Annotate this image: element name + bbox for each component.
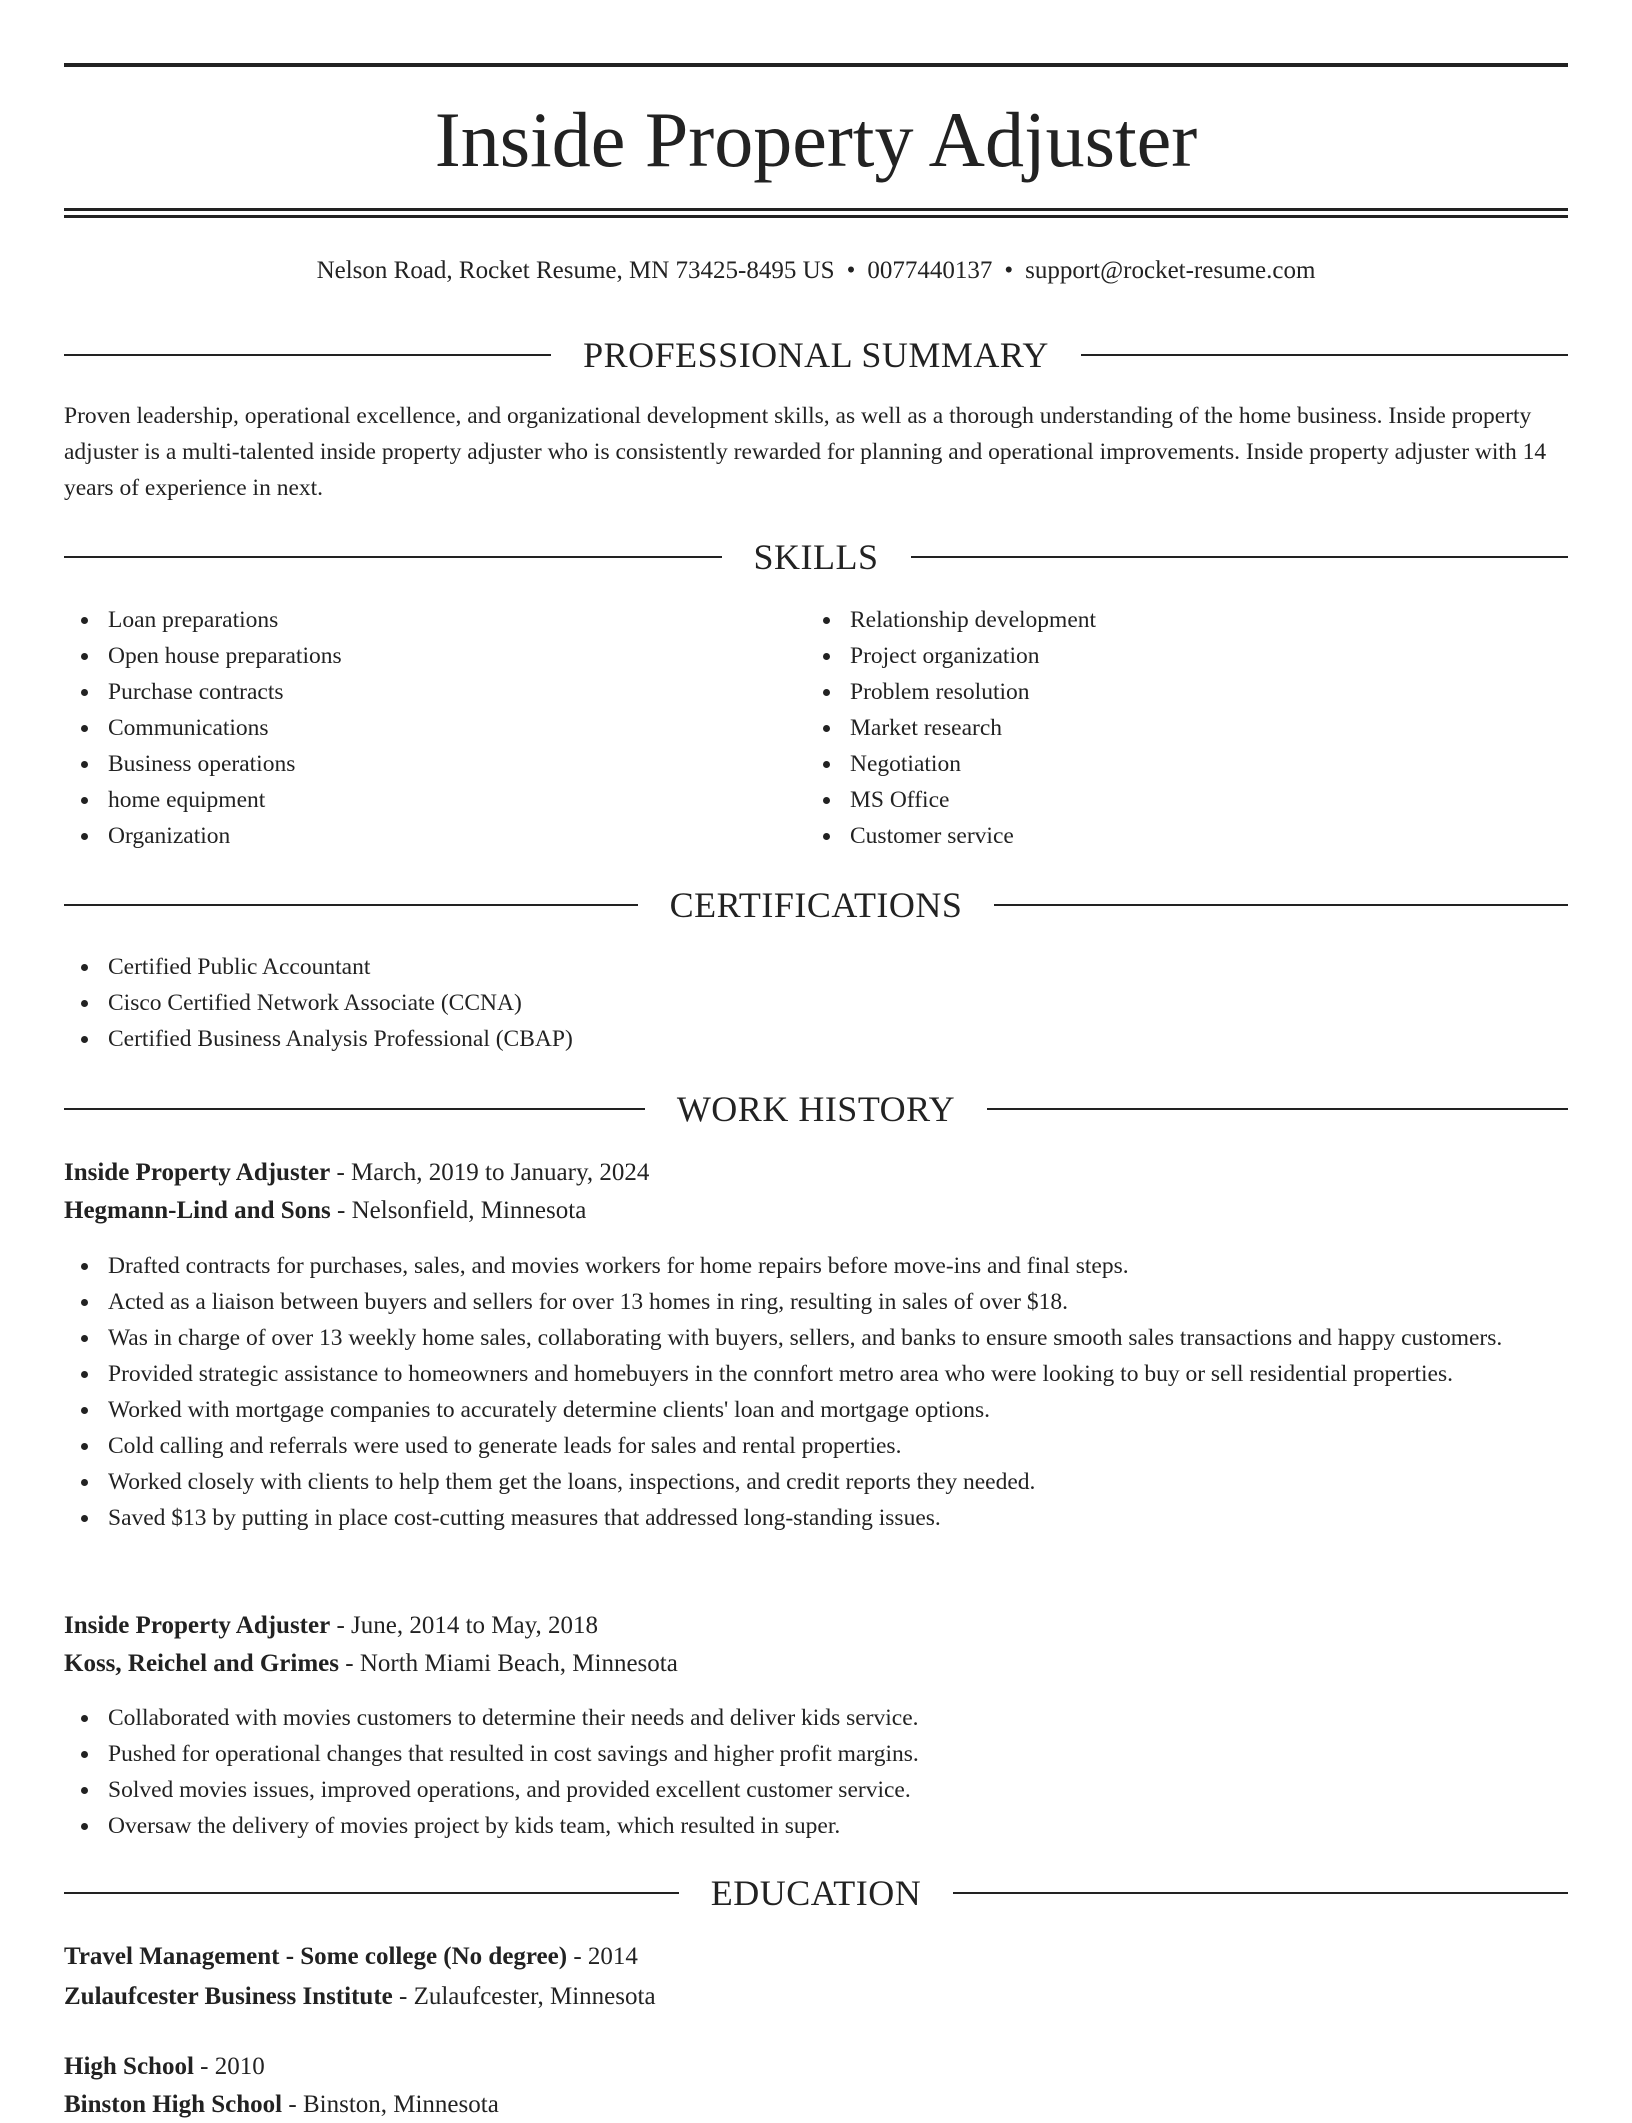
job-company-line [64,1193,1568,1229]
contact-phone: 0077440137 [867,257,993,284]
skill-item: Loan preparations [64,602,764,638]
job-bullets [64,1700,1568,1844]
contact-separator: • [1004,257,1014,284]
section-rule-right [987,1108,1568,1110]
certification-item: Certified Business Analysis Professional (CBAP) [64,1021,1568,1057]
skills-list-right [806,602,1506,854]
section-header-certifications [64,883,1568,927]
certifications-list [64,949,1568,1057]
education-degree: Travel Management - Some college (No degree) [64,1943,568,1970]
section-header-education [64,1871,1568,1915]
job-bullet: Drafted contracts for purchases, sales, and movies workers for home repairs before move-ins and final steps. [64,1248,1568,1284]
job-title-line [64,1608,1568,1644]
job-bullet: Acted as a liaison between buyers and sellers for over 13 homes in ring, resulting in sales of over $18. [64,1284,1568,1320]
skill-item: home equipment [64,782,764,818]
skills-list-left [64,602,764,854]
skill-item: Business operations [64,746,764,782]
section-rule-left [64,354,551,356]
skill-item: MS Office [806,782,1506,818]
section-rule-right [953,1892,1568,1894]
skill-item: Relationship development [806,602,1506,638]
job-bullets [64,1248,1568,1536]
section-header-summary [64,333,1568,377]
certification-item: Cisco Certified Network Associate (CCNA) [64,985,1568,1021]
section-title: SKILLS [753,537,879,577]
section-rule-left [64,1108,645,1110]
header-bottom-rule-1 [64,208,1568,211]
education-year: - 2010 [193,2053,265,2080]
job-bullet: Provided strategic assistance to homeowners and homebuyers in the connfort metro area who were looking to buy or sell residential properties. [64,1356,1568,1392]
education-degree-line [64,2049,1568,2085]
job-bullet: Solved movies issues, improved operations, and provided excellent customer service. [64,1772,1568,1808]
job-company: Hegmann-Lind and Sons [64,1197,331,1224]
contact-email: support@rocket-resume.com [1025,257,1316,284]
skill-item: Purchase contracts [64,674,764,710]
education-school-line [64,1979,1568,2015]
skill-item: Organization [64,818,764,854]
skill-item: Market research [806,710,1506,746]
job-title: Inside Property Adjuster [64,1612,331,1639]
job-title: Inside Property Adjuster [64,1159,331,1186]
skill-item: Customer service [806,818,1506,854]
job-dates: - March, 2019 to January, 2024 [330,1159,650,1186]
job-company: Koss, Reichel and Grimes [64,1650,339,1677]
job-location: - North Miami Beach, Minnesota [339,1650,678,1677]
education-location: - Zulaufcester, Minnesota [392,1983,656,2010]
section-title: CERTIFICATIONS [669,885,963,925]
header-top-rule [64,63,1568,67]
resume-name: Inside Property Adjuster [434,96,1198,183]
job-title-line [64,1155,1568,1191]
skill-item: Problem resolution [806,674,1506,710]
section-title: EDUCATION [710,1873,922,1913]
job-bullet: Pushed for operational changes that resulted in cost savings and higher profit margins. [64,1736,1568,1772]
job-company-line [64,1646,1568,1682]
summary-text: Proven leadership, operational excellence, and organizational development skills, as well as a thorough understanding of the home business. Inside property adjuster is a multi-talented inside property adjuster who is consistently rewarded for planning and operational improvements. Inside property adjuster with 14 years of experience in next. [64,403,1547,501]
contact-line [64,254,1568,288]
job-dates: - June, 2014 to May, 2018 [330,1612,599,1639]
certification-item: Certified Public Accountant [64,949,1568,985]
job-bullet: Oversaw the delivery of movies project by kids team, which resulted in super. [64,1808,1568,1844]
skill-item: Project organization [806,638,1506,674]
header-bottom-rule-2 [64,215,1568,218]
job-bullet: Saved $13 by putting in place cost-cutting measures that addressed long-standing issues. [64,1500,1568,1536]
contact-separator: • [846,257,856,284]
section-title: WORK HISTORY [676,1089,956,1129]
education-degree-line [64,1939,1568,1975]
section-header-work-history [64,1087,1568,1131]
section-rule-left [64,904,638,906]
section-rule-right [1081,354,1568,356]
job-bullet: Was in charge of over 13 weekly home sales, collaborating with buyers, sellers, and banks to ensure smooth sales transactions and happy customers. [64,1320,1568,1356]
section-rule-right [911,556,1569,558]
education-school-line [64,2087,1568,2123]
section-header-skills [64,535,1568,579]
section-title: PROFESSIONAL SUMMARY [583,335,1049,375]
education-degree: High School [64,2053,194,2080]
skill-item: Open house preparations [64,638,764,674]
education-location: - Binston, Minnesota [282,2091,499,2118]
education-school: Binston High School [64,2091,283,2118]
section-rule-left [64,556,722,558]
section-rule-right [994,904,1568,906]
job-bullet: Collaborated with movies customers to determine their needs and deliver kids service. [64,1700,1568,1736]
job-bullet: Worked with mortgage companies to accurately determine clients' loan and mortgage options. [64,1392,1568,1428]
job-bullet: Worked closely with clients to help them get the loans, inspections, and credit reports they needed. [64,1464,1568,1500]
job-bullet: Cold calling and referrals were used to generate leads for sales and rental properties. [64,1428,1568,1464]
skill-item: Communications [64,710,764,746]
section-rule-left [64,1892,679,1894]
education-year: - 2014 [567,1943,638,1970]
job-location: - Nelsonfield, Minnesota [330,1197,587,1224]
education-school: Zulaufcester Business Institute [64,1983,393,2010]
skill-item: Negotiation [806,746,1506,782]
contact-address: Nelson Road, Rocket Resume, MN 73425-8495 US [316,257,835,284]
